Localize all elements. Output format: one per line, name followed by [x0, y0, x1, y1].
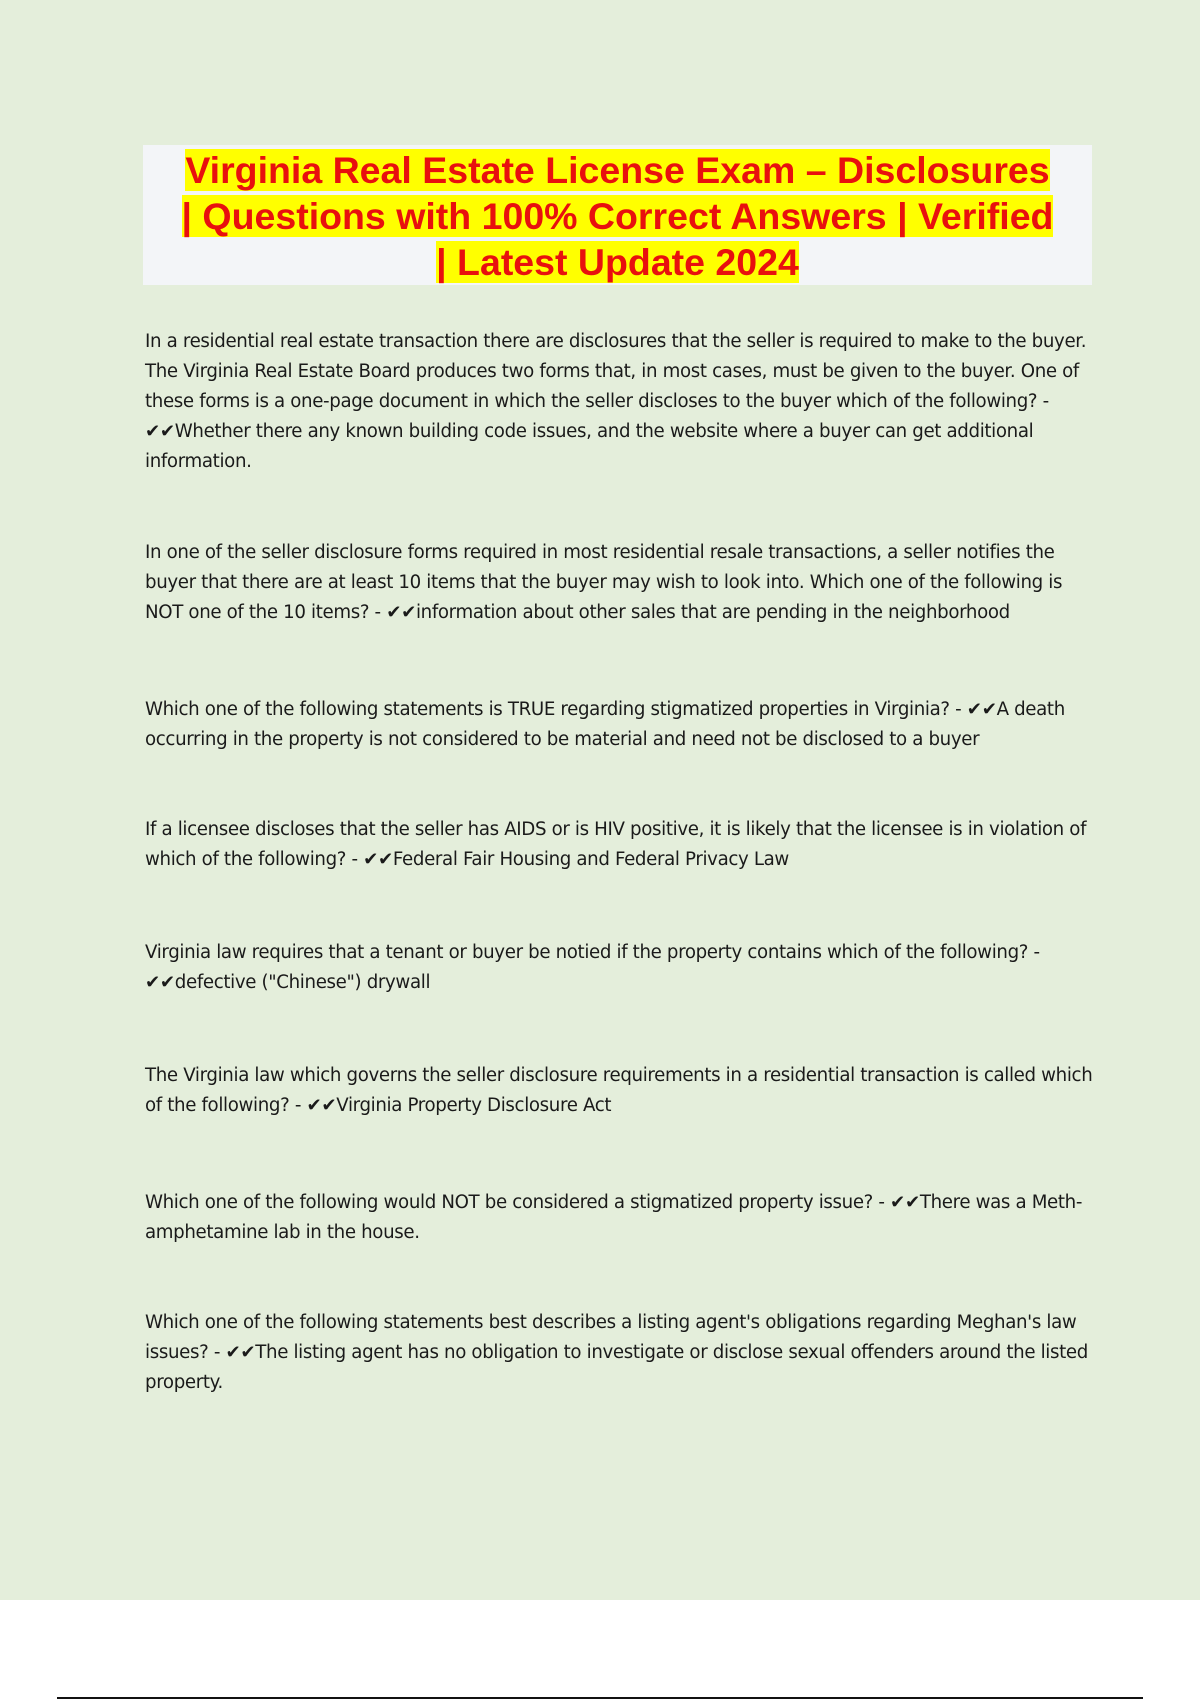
qa-item-3: Which one of the following statements is TRUE regarding stigmatized properties in Virginia? - ✔✔A death occurring in the property is not considered to be material and need not be disclosed to a buyer: [145, 699, 1065, 750]
qa-item-1: In a residential real estate transaction there are disclosures that the seller is required to make to the buyer. The Virginia Real Estate Board produces two forms that, in most cases, must be given to the buyer. One of these forms is a one-page document in which the seller discloses to the buyer which of the following? - ✔✔Whether there any known building code issues, and the website where a buyer can get additional information.: [145, 331, 1087, 472]
title-block: [143, 145, 1092, 285]
document-title: [143, 145, 1092, 285]
qa-item-6: The Virginia law which governs the seller disclosure requirements in a residential transaction is called which of the following? - ✔✔Virginia Property Disclosure Act: [145, 1065, 1093, 1116]
footer-divider: [57, 1697, 1143, 1699]
qa-item-7: Which one of the following would NOT be considered a stigmatized property issue? - ✔✔There was a Meth-amphetamine lab in the house.: [145, 1192, 1083, 1243]
qa-item-4: If a licensee discloses that the seller has AIDS or is HIV positive, it is likely that the licensee is in violation of which of the following? - ✔✔Federal Fair Housing and Federal Privacy Law: [145, 819, 1087, 870]
qa-item-8: Which one of the following statements best describes a listing agent's obligations regarding Meghan's law issues? - ✔✔The listing agent has no obligation to investigate or disclose sexual offenders around the listed property.: [145, 1312, 1088, 1393]
title-line-2: | Questions with 100% Correct Answers | Verified: [181, 195, 1054, 237]
title-line-1: Virginia Real Estate License Exam – Disclosures: [185, 149, 1050, 191]
qa-item-5: Virginia law requires that a tenant or buyer be notied if the property contains which of the following? - ✔✔defective ("Chinese") drywall: [145, 942, 1040, 993]
title-line-3: | Latest Update 2024: [436, 241, 799, 283]
qa-item-2: In one of the seller disclosure forms required in most residential resale transactions, a seller notifies the buyer that there are at least 10 items that the buyer may wish to look into. Which one of the following is NOT one of the 10 items? - ✔✔information about other sales that are pending in the neighborhood: [145, 542, 1063, 623]
